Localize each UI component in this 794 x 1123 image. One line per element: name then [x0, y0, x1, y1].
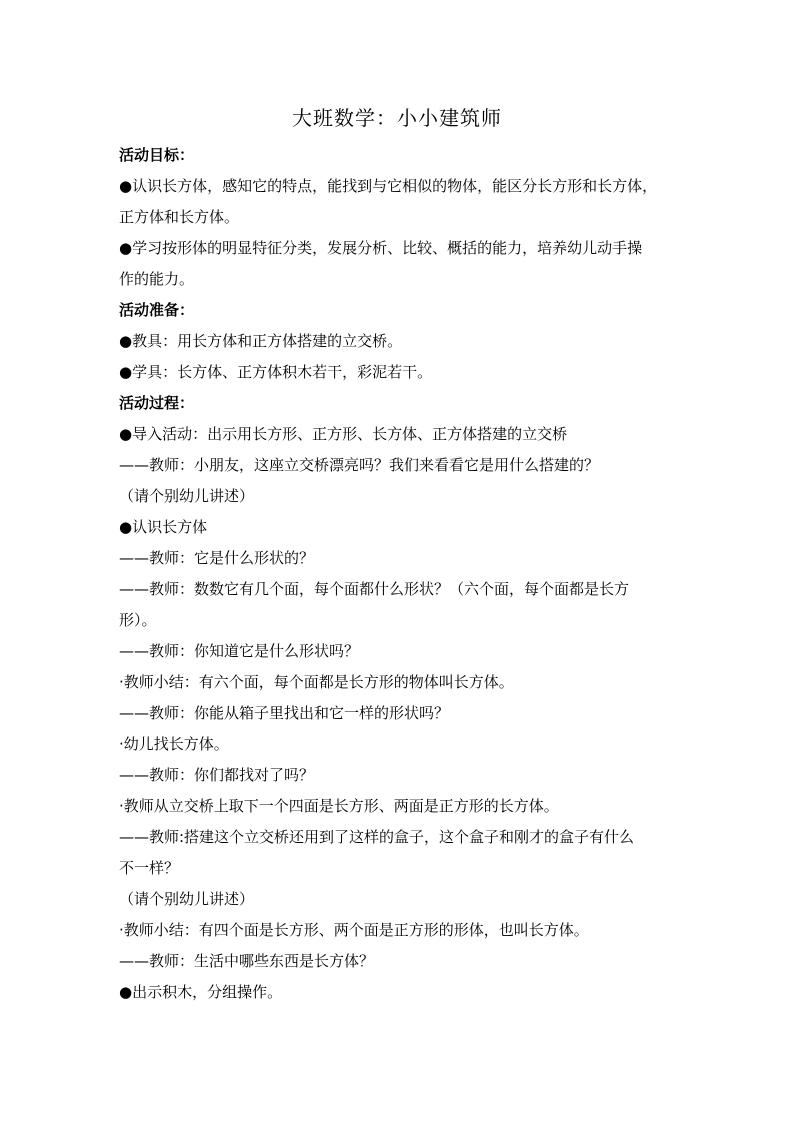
- paragraph-line: ——教师：你们都找对了吗？: [119, 766, 315, 784]
- paragraph-line: ●出示积木，分组操作。: [119, 983, 283, 1001]
- section-heading-process: 活动过程：: [119, 394, 195, 412]
- paragraph-line: ●导入活动：出示用长方形、正方形、长方体、正方体搭建的立交桥: [119, 425, 568, 443]
- document-title: 大班数学：小小建筑师: [292, 106, 502, 130]
- paragraph-line: ●认识长方体，感知它的特点，能找到与它相似的物体，能区分长方形和长方体，: [119, 177, 658, 195]
- paragraph-line: 作的能力。: [119, 270, 195, 288]
- paragraph-line: ——教师：你知道它是什么形状吗？: [119, 642, 360, 660]
- paragraph-line: ●教具：用长方体和正方体搭建的立交桥。: [119, 332, 403, 350]
- paragraph-line: ●学习按形体的明显特征分类，发展分析、比较、概括的能力，培养幼儿动手操: [119, 239, 643, 257]
- section-heading-goals: 活动目标：: [119, 146, 195, 164]
- paragraph-line: 形）。: [119, 611, 157, 629]
- paragraph-line: 正方体和长方体。: [119, 208, 240, 226]
- paragraph-line: ·教师小结：有六个面，每个面都是长方形的物体叫长方体。: [119, 673, 514, 691]
- paragraph-line: ——教师：数数它有几个面，每个面都什么形状？（六个面，每个面都是长方: [119, 580, 630, 598]
- paragraph-line: ·教师小结：有四个面是长方形、两个面是正方形的形体，也叫长方体。: [119, 921, 589, 939]
- paragraph-line: ●学具：长方体、正方体积木若干，彩泥若干。: [119, 363, 433, 381]
- section-heading-preparation: 活动准备：: [119, 301, 195, 319]
- paragraph-line: ·幼儿找长方体。: [119, 735, 229, 753]
- paragraph-line: （请个别幼儿讲述）: [119, 487, 255, 505]
- paragraph-line: ——教师：你能从箱子里找出和它一样的形状吗？: [119, 704, 450, 722]
- document-body: [119, 140, 679, 1008]
- paragraph-line: （请个别幼儿讲述）: [119, 890, 255, 908]
- paragraph-line: 不一样？: [119, 859, 180, 877]
- paragraph-line: ——教师:搭建这个立交桥还用到了这样的盒子，这个盒子和刚才的盒子有什么: [119, 828, 635, 846]
- paragraph-line: ——教师：生活中哪些东西是长方体？: [119, 952, 375, 970]
- paragraph-line: ·教师从立交桥上取下一个四面是长方形、两面是正方形的长方体。: [119, 797, 559, 815]
- paragraph-line: ——教师：小朋友，这座立交桥漂亮吗？我们来看看它是用什么搭建的？: [119, 456, 600, 474]
- paragraph-line: ●认识长方体: [119, 518, 208, 536]
- paragraph-line: ——教师：它是什么形状的？: [119, 549, 315, 567]
